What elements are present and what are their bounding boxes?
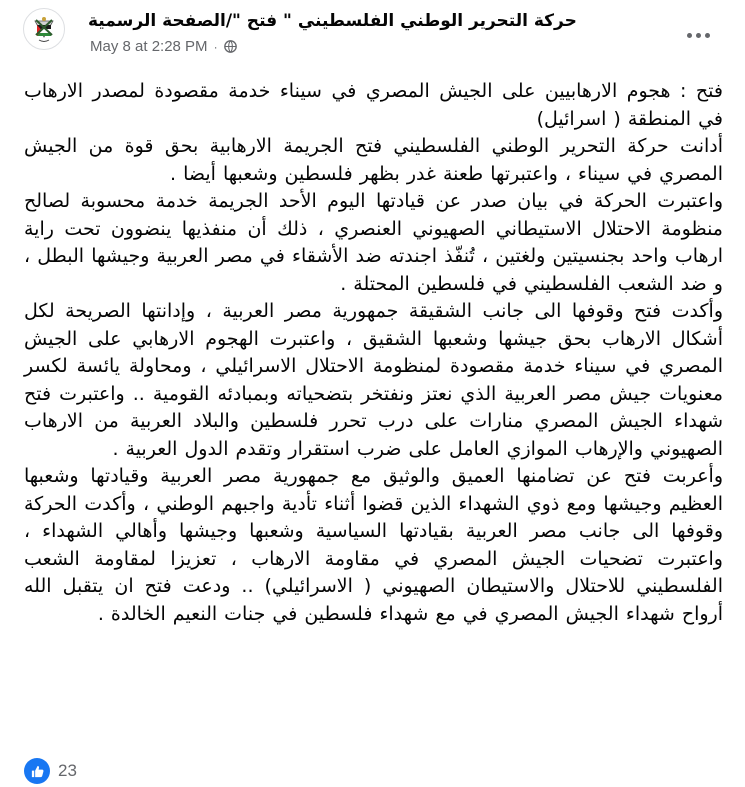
- more-options-icon[interactable]: [680, 20, 716, 50]
- thumbs-up-icon: [24, 758, 50, 784]
- globe-icon[interactable]: [224, 40, 237, 53]
- post-timestamp[interactable]: May 8 at 2:28 PM: [90, 38, 208, 55]
- post-body-text: فتح : هجوم الارهابيين على الجيش المصري في سيناء خدمة مقصودة لمصدر الارهاب في المنطقة ( اسرائيل) أدانت حركة التحرير الوطني الفلسطيني فتح الجريمة الارهابية بحق قوة من الجيش المصري في سيناء ، واعتبرتها طعنة غدر بظهر فلسطين وشعبها أيضا . واعتبرت الحركة في بيان صدر عن قيادتها اليوم الأحد الجريمة خدمة محسوبة لصالح منظومة الاحتلال الاستيطاني الصهيوني العنصري ، ذلك أن منفذيها ينضوون تحت راية ارهاب واحد بجنسيتين ولغتين ، تُنفّذ اجندته ضد الأشقاء في مصر العربية وجيشها البطل ، و ضد الشعب الفلسطيني في فلسطين المحتلة . وأكدت فتح وقوفها الى جانب الشقيقة جمهورية مصر العربية ، وإدانتها الصريحة لكل أشكال الارهاب بحق جيشها وشعبها الشقيق ، واعتبرت الهجوم الارهابي على الجيش المصري في سيناء خدمة مقصودة لمنظومة الاحتلال الاسرائيلي ، ومحاولة يائسة لكسر معنويات جيش مصر العربية الذي نعتز ونفتخر بتضحياته وبمبادئه القومية .. واعتبرت فتح شهداء الجيش المصري منارات على درب تحرر فلسطين والبلاد العربية من الارهاب الصهيوني والإرهاب الموازي العامل على ضرب استقرار وتقدم الدول العربية . وأعربت فتح عن تضامنها العميق والوثيق مع جمهورية مصر العربية وقيادتها وشعبها العظيم وجيشها ومع ذوي الشهداء الذين قضوا أثناء تأدية واجبهم الوطني ، وأكدت الحركة وقوفها الى جانب مصر العربية بقيادتها السياسية وشعبها وجيشها وأهالي الشهداء ، واعتبرت تضحيات الجيش المصري في مقاومة الارهاب ، تعزيزا لمقاومة الشعب الفلسطيني للاحتلال والاستيطان الصهيوني ( الاسرائيلي) .. ودعت فتح ان يتقبل الله أرواح شهداء الجيش المصري في مع شهداء فلسطين في جنات النعيم الخالدة .: [24, 80, 723, 625]
- reactions-summary[interactable]: [24, 758, 77, 784]
- reaction-count[interactable]: 23: [58, 761, 77, 780]
- fatah-logo-icon: [24, 9, 64, 49]
- post-meta: [90, 38, 237, 55]
- page-name[interactable]: حركة التحرير الوطني الفلسطيني " فتح "/الصفحة الرسمية: [88, 11, 577, 31]
- meta-separator: ·: [213, 39, 218, 54]
- page-avatar[interactable]: [23, 8, 65, 50]
